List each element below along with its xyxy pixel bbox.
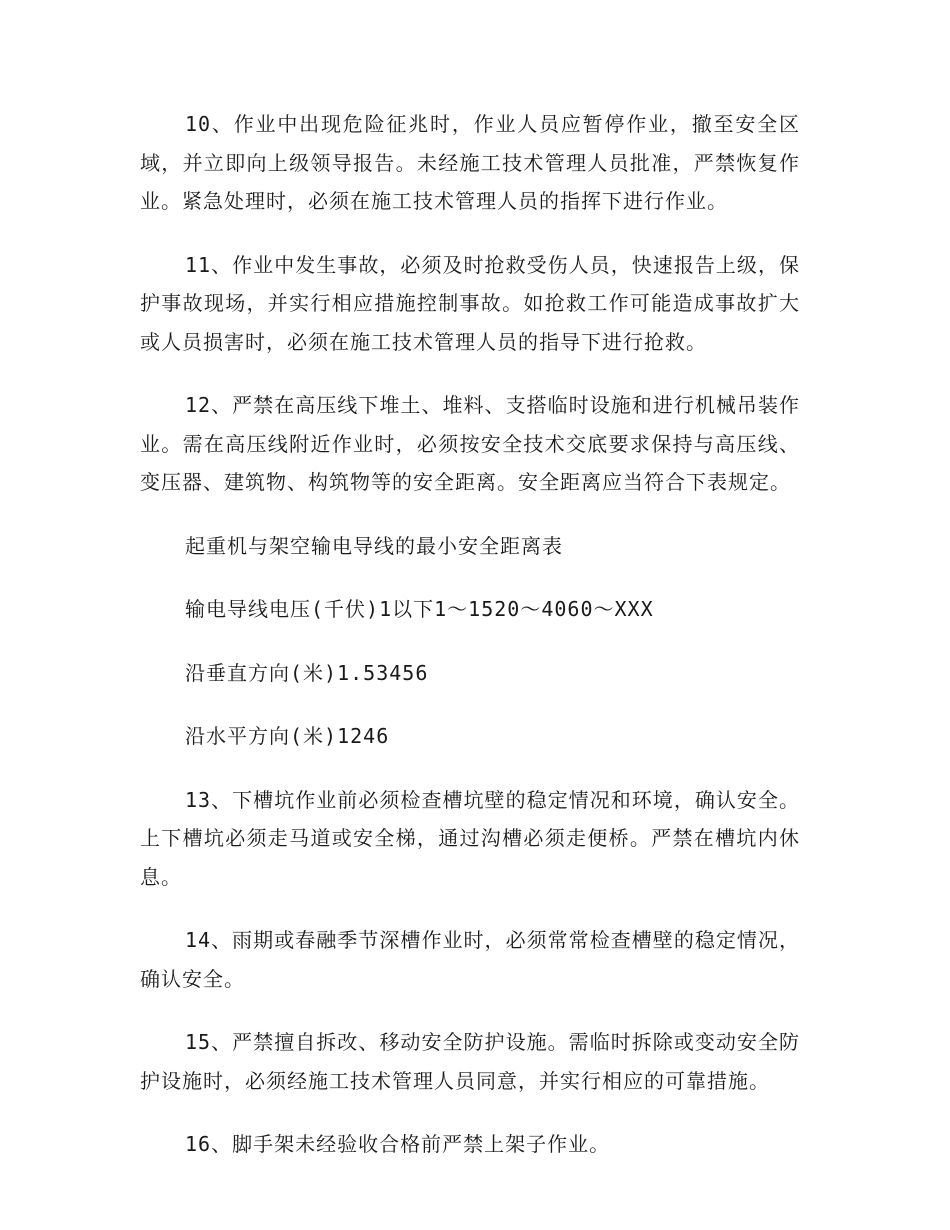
table-row-vertical: 沿垂直方向(米)1.53456 — [185, 660, 429, 685]
paragraph-12: 12、严禁在高压线下堆土、堆料、支搭临时设施和进行机械吊装作业。需在高压线附近作业时，必须按安全技术交底要求保持与高压线、变压器、建筑物、构筑物等的安全距离。安全距离应当符合下表规定。 — [140, 393, 800, 494]
paragraph-16: 16、脚手架未经验收合格前严禁上架子作业。 — [185, 1132, 611, 1156]
document-body — [140, 105, 800, 1189]
paragraph-14: 14、雨期或春融季节深槽作业时，必须常常检查槽壁的稳定情况，确认安全。 — [140, 928, 800, 991]
table-title: 起重机与架空输电导线的最小安全距离表 — [185, 533, 563, 558]
paragraph-13: 13、下槽坑作业前必须检查槽坑壁的稳定情况和环境，确认安全。上下槽坑必须走马道或安全梯，通过沟槽必须走便桥。严禁在槽坑内休息。 — [140, 787, 800, 889]
table-row-horizontal: 沿水平方向(米)1246 — [185, 724, 390, 748]
paragraph-11: 11、作业中发生事故，必须及时抢救受伤人员，快速报告上级，保护事故现场，并实行相应措施控制事故。如抢救工作可能造成事故扩大或人员损害时，必须在施工技术管理人员的指导下进行抢救。 — [140, 252, 800, 354]
paragraph-15: 15、严禁擅自拆改、移动安全防护设施。需临时拆除或变动安全防护设施时，必须经施工技术管理人员同意，并实行相应的可靠措施。 — [140, 1030, 800, 1093]
paragraph-10: 10、作业中出现危险征兆时，作业人员应暂停作业，撤至安全区域，并立即向上级领导报告。未经施工技术管理人员批准，严禁恢复作业。紧急处理时，必须在施工技术管理人员的指挥下进行作业。 — [140, 112, 800, 213]
table-row-voltage: 输电导线电压(千伏)1以下1～1520～4060～XXX — [185, 597, 654, 621]
